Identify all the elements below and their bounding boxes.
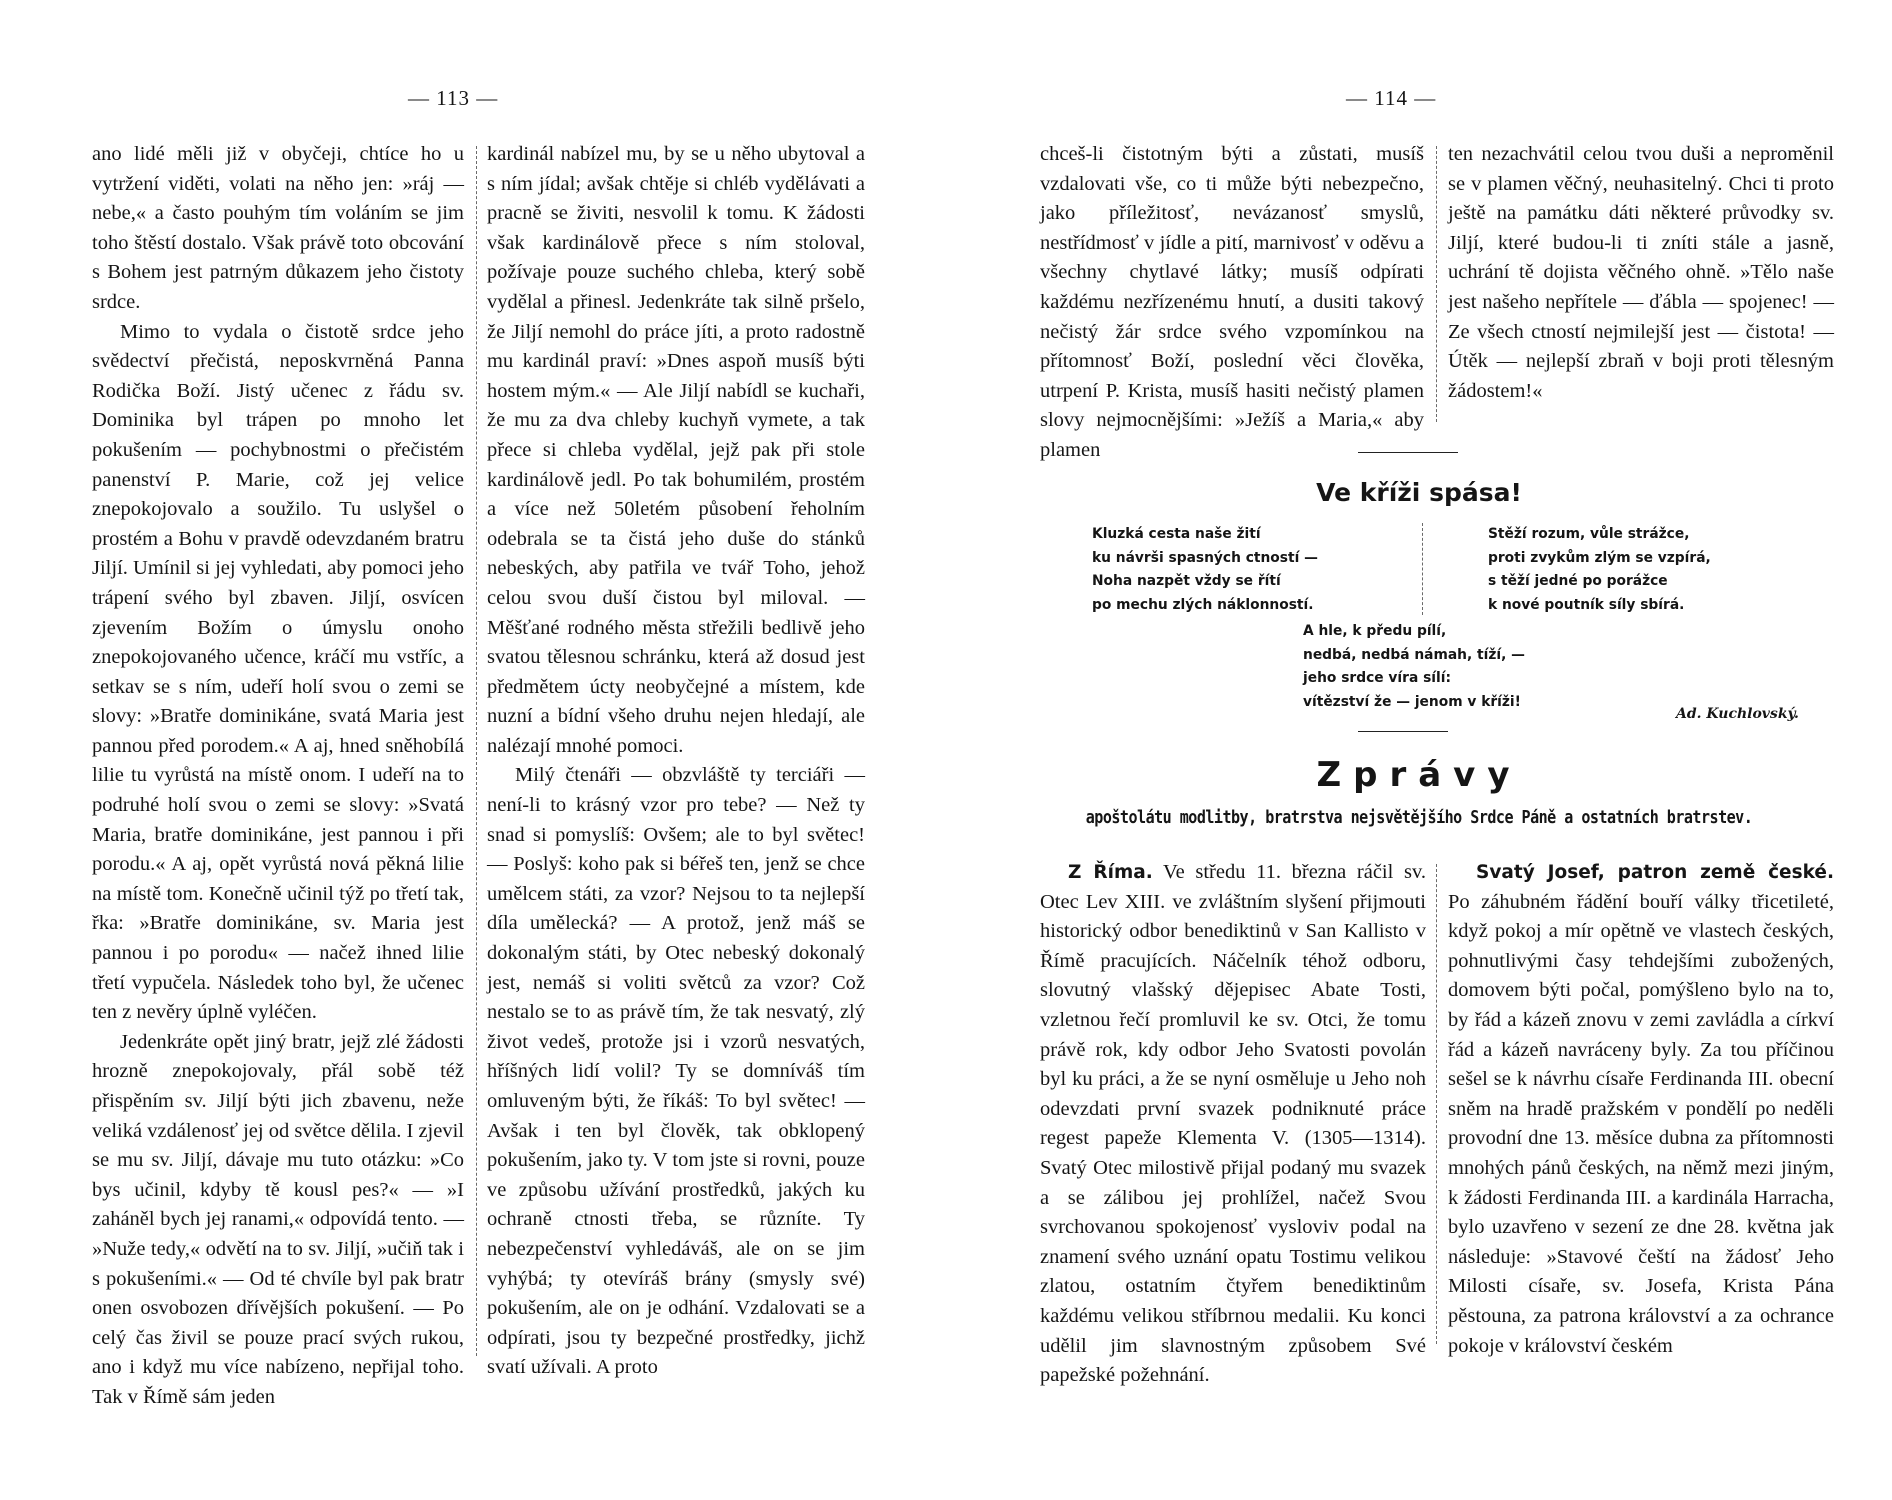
poem-line: s těží jedné po porážce bbox=[1488, 573, 1668, 589]
poem-line: Stěží rozum, vůle strážce, bbox=[1488, 526, 1690, 542]
right-page bbox=[946, 0, 1892, 1500]
paragraph: kardinál nabízel mu, by se u něho ubytoval a s ním jídal; avšak chtěje si chléb vydělávati a pracně se živiti, nesvolil k tomu. K žádosti však kardinálově přece s ním stoloval, požívaje pouze suchého chleba, který sobě vydělal a přinesl. Jedenkráte tak silně pršelo, že Jiljí nemohl do práce jíti, a proto radostně mu kardinál praví: »Dnes aspoň musíš býti hostem mým.« — Ale Jiljí nabídl se kuchaři, že mu za dva chleby kuchyň vymete, a tak přece si chleba vydělal, jejž pak při stole kardinálově jedl. Po tak bohumilém, prostém a více než 50letém působení řeholním odebrala se ta čistá jeho duše do stánků nebeských, aby patřila ve tvář Toho, jehož celou svou duší čistou byl miloval. — Měšťané rodného města střežili bedlivě jeho svatou tělesnou schránku, která až dosud jest předmětem úcty neobyčejné a místem, kde nuzní a bídní všeho druhu nejen hledají, ale nalézají mnohé pomoci. bbox=[487, 143, 865, 757]
poem-line: A hle, k předu pílí, bbox=[1303, 623, 1447, 639]
poem-line: jeho srdce víra sílí: bbox=[1303, 670, 1451, 686]
news-item-saint-joseph bbox=[1448, 858, 1834, 1361]
poem-line: po mechu zlých náklonností. bbox=[1092, 596, 1314, 613]
page-number-113: — 113 — bbox=[408, 86, 499, 110]
poem-title: Ve kříži spása! bbox=[1316, 478, 1522, 507]
news-column-1 bbox=[1040, 858, 1426, 1391]
news-item-heading: Svatý Josef, patron země české. bbox=[1476, 862, 1834, 883]
column-divider bbox=[1436, 864, 1437, 1344]
poem-line: vítězství že — jenom v kříži! bbox=[1303, 693, 1521, 710]
paragraph: Jedenkráte opět jiný bratr, jejž zlé žádosti hrozně znepokojovaly, přál sobě též přispěním sv. Jiljí býti jich zbavenu, neže veliká vzdálenosť jej od světce dělila. I zjevil se mu sv. Jiljí, dávaje mu tuto otázku: »Co bys učinil, kdyby tě kousl pes?« — »I zaháněl bych jej ranami,« odpovídá tento. — »Nuže tedy,« odvětí na to sv. Jiljí, »učiň tak i s pokušeními.« — Od té chvíle byl pak bratr onen osvobozen dřívějších pokušení. — Po celý čas živil se pouze prací svých rukou, ano i když mu více nabízeno, nepřijal toho. Tak v Římě sám jeden bbox=[92, 1030, 464, 1408]
column-divider bbox=[476, 146, 477, 1356]
page-number-114: — 114 — bbox=[1346, 86, 1437, 110]
paragraph: Mimo to vydala o čistotě srdce jeho svědectví přečistá, neposkvrněná Panna Rodička Boží. Jistý učenec z řádu sv. Dominika byl trápen po mnoho let pokušením — pochybnostmi o přečistém panenství P. Marie, což jej velice znepokojovalo a soužilo. Tu uslyšel o prostém a Bohu v pravdě odevzdaném bratru Jiljí. Umínil si jej vyhledati, aby pomoci jeho trápení svého byl zbaven. Jiljí, osvícen zjevením Božím o úmyslu onoho znepokojovaného učence, kráčí mu vstříc, a setkav se s ním, udeří holí svou o zemi se slovy: »Bratře dominikáne, svatá Maria jest pannou před porodem.« A aj, hned sněhobílá lilie tu vyrůstá na místě onom. I udeří na to podruhé holí svou o zemi se slovy: »Svatá Maria, bratře dominikáne, jest pannou i při porodu.« A aj, opět vyrůstá nová pěkná lilie na místě tom. Konečně učinil týž po třetí tak, řka: »Bratře dominikáne, sv. Maria jest pannou i po porodu« — načež ihned lilie třetí vypučela. Následek toho byl, že učenec ten z nevěry úplně vyléčen. bbox=[92, 320, 464, 1024]
poem-line: Noha nazpět vždy se řítí bbox=[1092, 573, 1281, 589]
news-item-rome bbox=[1040, 858, 1426, 1391]
news-item-heading: Z Říma. bbox=[1068, 862, 1153, 883]
paragraph: chceš-li čistotným býti a zůstati, musíš vzdalovati vše, co ti může býti nebezpečno, jako příležitosť, nevázanosť smyslů, nestřídmosť v jídle a pití, marnivosť v oděvu a všechny chytlavé látky; musíš odpírati každému nezřízenému hnutí, a dusiti takový nečistý žár srdce svého vzpomínkou na přítomnosť Boží, poslední věci člověka, utrpení P. Krista, musíš hasiti nečistý plamen slovy nejmocnějšími: »Ježíš a Maria,« aby plamen bbox=[1040, 143, 1424, 461]
poem-stanza-left bbox=[1092, 523, 1318, 617]
left-page-column-1 bbox=[92, 140, 464, 1413]
section-separator bbox=[1358, 452, 1458, 453]
news-item-text: Po záhubném řádění bouří války třicetileté, když pokoj a mír opětně ve vlastech českých, pohnutlivými časy tehdejšími zubožených, domovem býti počal, pomýšleno bylo na to, by řád a kázeň znovu v zemi zavládla a církví řád a kázeň navráceny byly. Za tou příčinou sešel se k návrhu císaře Ferdinanda III. obecní sněm na hradě pražském v pondělí po neděli provodní dne 13. měsíce dubna za přítomnosti mnohých pánů českých, na němž mezi jiným, k žádosti Ferdinanda III. a kardinála Harracha, bylo uzavřeno v sezení ze dne 28. května jak následuje: »Stavové čeští na žádosť Jeho Milosti císaře, sv. Josefa, Krista Pána pěstouna, za patrona království a za ochrance pokoje v království českém bbox=[1448, 890, 1834, 1357]
poem-line: nedbá, nedbá námah, tíží, — bbox=[1303, 646, 1525, 663]
paragraph: ten nezachvátil celou tvou duši a neproměnil se v plamen věčný, neuhasitelný. Chci ti proto ještě na památku dáti některé průvodky sv. Jiljí, které budou-li ti zníti stále a jasně, uchrání tě dojista věčného ohně. »Tělo naše jest našeho nepřítele — ďábla — spojenec! — Ze všech ctností nejmilejší jest — čistota! — Útěk — nejlepší zbraň v boji proti tělesným žádostem!« bbox=[1448, 143, 1834, 402]
left-page-column-2 bbox=[487, 140, 865, 1383]
poem-line: proti zvykům zlým se vzpírá, bbox=[1488, 549, 1711, 566]
news-item-text: Ve středu 11. března ráčil sv. Otec Lev XIII. ve zvláštním slyšení přijmouti historický odbor benediktinů v San Kallisto v Římě pracujících. Náčelník téhož odboru, slovutný vlašský dějepisec Abate Tosti, vzletnou řečí promluvil ke sv. Otci, že tomu právě rok, kdy odbor Jeho Svatosti povolán byl ku práci, a že se nyní osměluje u Jeho noh odevzdati první svazek podniknuté práce regest papeže Klementa V. (1305—1314). Svatý Otec milostivě přijal podaný mu svazek a se zálibou jej prohlížel, načež Svou svrchovanou spokojenosť vysloviv podal na znamení svého uznání opatu Tostimu velikou zlatou, ostatním čtyřem benediktinům každému velikou stříbrnou medalii. Ku konci udělil jim slavnostným způsobem Své papežské požehnání. bbox=[1040, 861, 1426, 1387]
poem-divider bbox=[1422, 523, 1423, 615]
right-page-column-2 bbox=[1448, 140, 1834, 406]
paragraph: ano lidé měli již v obyčeji, chtíce ho u vytržení viděti, volati na něho jen: »ráj — nebe,« a často pouhým tím voláním se jim toho štěstí dostalo. Však právě toto obcování s Bohem jest patrným důkazem jeho čistoty srdce. bbox=[92, 143, 464, 313]
poem-line: Kluzká cesta naše žití bbox=[1092, 526, 1261, 542]
poem-line: ku návrši spasných ctností — bbox=[1092, 549, 1318, 566]
news-section-subtitle: apoštolátu modlitby, bratrstva nejsvětějšího Srdce Páně a ostatních bratrstev. bbox=[1085, 808, 1753, 828]
paragraph: Milý čtenáři — obzvláště ty terciáři — není-li to krásný vzor pro tebe? — Než ty snad si pomyslíš: Ovšem; ale to byl světec! — Poslyš: koho pak si béřeš ten, jenž se chce umělcem státi, za vzor? Nejsou to ta nejlepší díla umělecká? — A protož, jenž máš se dokonalým státi, by Otec nebeský dokonalý jest, nemáš si voliti světců za vzor? Což nestalo se to as právě tím, že tak nesvatý, zlý život vedeš, protože jsi i vzorů nesvatých, hříšných lidí volil? Ty se domníváš tím omluveným býti, že říkáš: To byl světec! — Avšak i ten byl člověk, tak obklopený pokušením, jako ty. V tom jste si rovni, pouze ve způsobu užívání prostředků, jakých ku ochraně ctnosti třeba, se různíte. Ty nebezpečenství vyhledáváš, ale on se jim vyhýbá; ty otevíráš brány (smysly své) pokušením, ale on je odhání. Vzdalovati se a odpírati, jsou ty bezpečné prostředky, jichž svatí užívali. A proto bbox=[487, 764, 865, 1379]
column-divider bbox=[1436, 146, 1437, 422]
section-separator bbox=[1358, 731, 1448, 732]
poem-author: Ad. Kuchlovský. bbox=[1676, 706, 1799, 722]
news-section-title: Zprávy bbox=[1316, 755, 1522, 795]
right-page-column-1 bbox=[1040, 140, 1424, 466]
poem-line: k nové poutník síly sbírá. bbox=[1488, 596, 1685, 613]
poem-stanza-center bbox=[1303, 620, 1525, 714]
news-column-2 bbox=[1448, 858, 1834, 1361]
poem-stanza-right bbox=[1488, 523, 1711, 617]
